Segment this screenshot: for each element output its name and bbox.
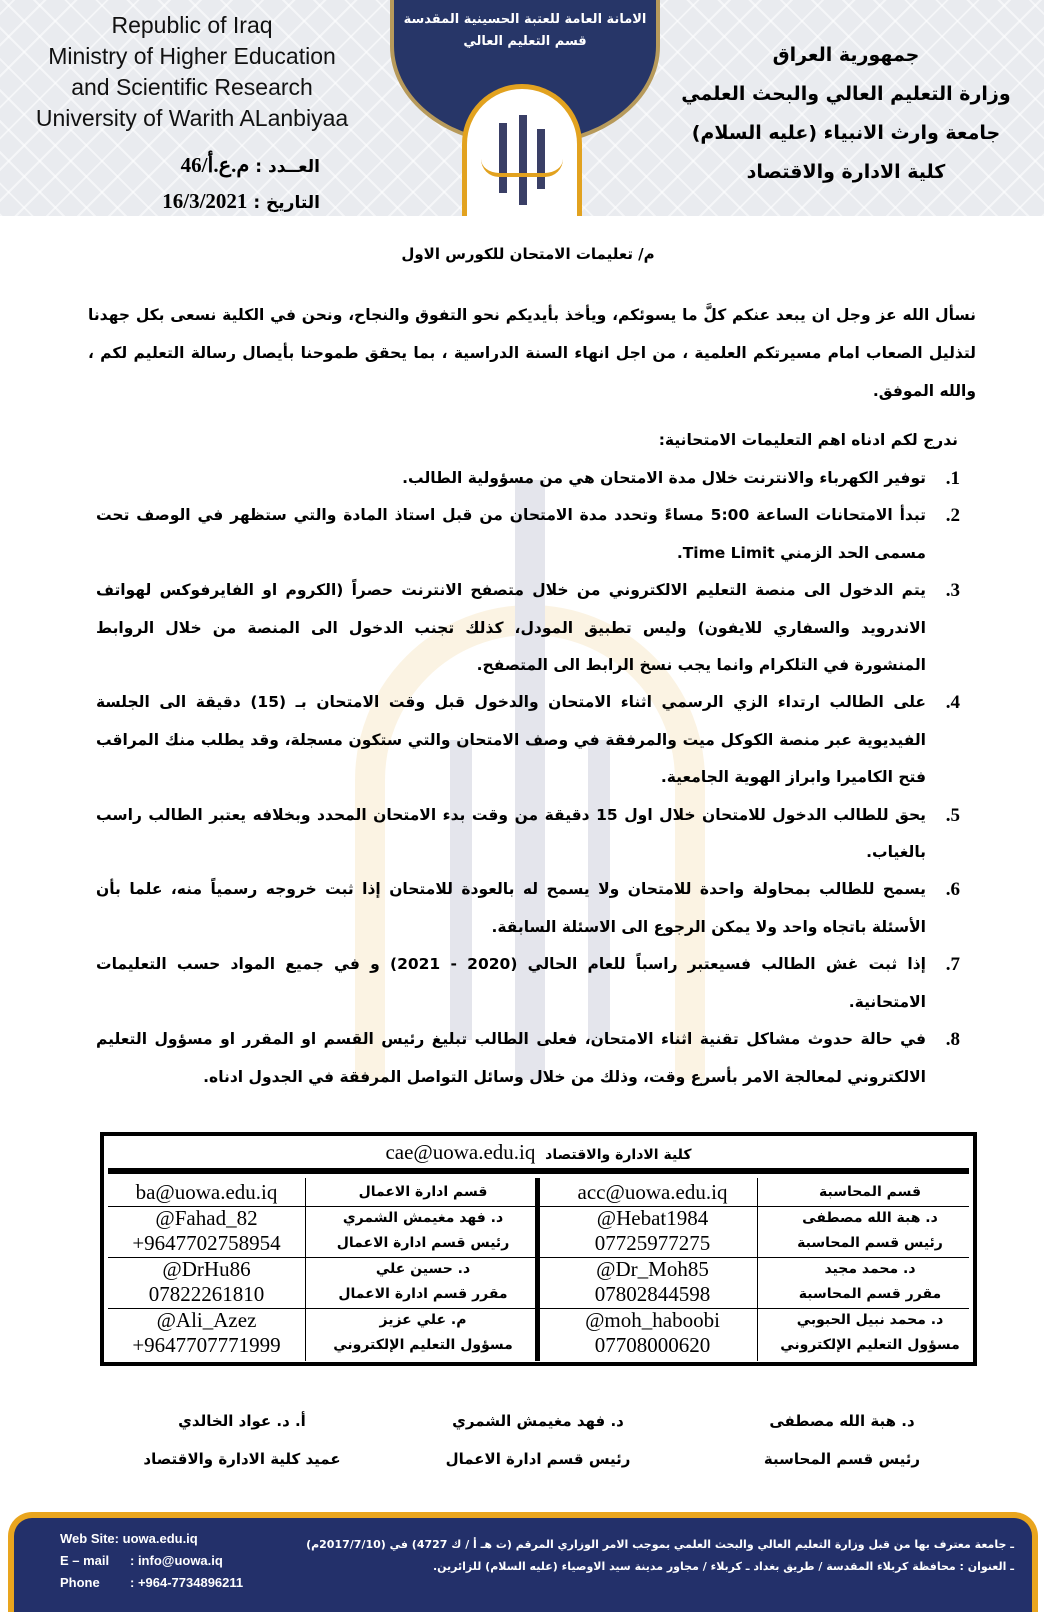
instructions-lead: ندرج لكم ادناه اهم التعليمات الامتحانية: [658,431,958,449]
ref-number: م.ع.أ/46 [180,153,250,177]
instruction-item [96,497,960,572]
intro-paragraph: نسأل الله عز وجل ان يبعد عنكم كلَّ ما يسوئكم، ويأخذ بأيديكم نحو التفوق والنجاح، ونحن في الكلية نسعى بكل جهدنا لتذليل الصعاب امام مسيرتكم العلمية ، من اجل انهاء السنة الدراسية ، بما يحقق طموحنا بأيصال رسالة التعليم لكم ، والله الموفق. [88,306,976,400]
table-cell [311,1257,540,1308]
arabic-letterhead [658,36,1034,192]
instructions-list [96,460,960,1096]
instruction-item [96,797,960,872]
college-email: cae@uowa.edu.iq [385,1139,536,1164]
signer-title: رئيس قسم المحاسبة [763,1449,921,1468]
table-cell [763,1257,977,1308]
item-text: في حالة حدوث مشاكل تقنية اثناء الامتحان، فعلى الطالب تبليغ رئيس القسم او المقرر او مسؤول التعليم الالكتروني لمعالجة الامر بأسرع وقت، وذلك من خلال وسائل التواصل المرفقة في الجدول ادناه. [96,1030,926,1086]
contact-phone: +9647702758954 [132,1230,281,1255]
contact-role: رئيس قسم المحاسبة [797,1234,943,1251]
instruction-item [96,460,960,497]
logo-shield-line: الامانة العامة للعتبة الحسينية المقدسة [403,12,647,27]
signer-name: د. فهد مغيمش الشمري [452,1411,624,1430]
instruction-item [96,1021,960,1096]
contact-handle: @Fahad_82 [155,1205,258,1230]
address-note: ـ العنوان : محافظة كربلاء المقدسة / طريق بغداد ـ كربلاء / مجاور مدينة سيد الاوصياء (عليه السلام) للزائرين. [432,1559,1014,1573]
english-letterhead [4,10,380,134]
instruction-item [96,684,960,796]
contact-role: مسؤول التعليم الإلكتروني [333,1336,513,1353]
table-row [108,1257,969,1309]
instruction-item [96,871,960,946]
item-number: 8. [945,1029,960,1051]
english-line: and Scientific Research [71,74,313,100]
signer-title: عميد كلية الادارة والاقتصاد [143,1449,341,1468]
contact-phone: 07725977275 [594,1230,711,1255]
table-cell [548,1178,758,1206]
table-row [108,1308,969,1361]
signer-name: د. هبة الله مصطفى [769,1411,915,1430]
english-line: Ministry of Higher Education [48,43,336,69]
table-cell [311,1206,540,1257]
arabic-line: كلية الادارة والاقتصاد [746,161,946,183]
contact-name: م. علي عزيز [379,1311,467,1328]
table-cell [548,1257,758,1308]
table-header-row [108,1178,969,1207]
table-cell [108,1257,306,1308]
university-logo [462,84,582,216]
footer-band [8,1512,1038,1612]
department-email: acc@uowa.edu.iq [577,1179,728,1204]
contact-phone: 07708000620 [594,1332,711,1357]
signer-title: رئيس قسم ادارة الاعمال [445,1449,631,1468]
letter-subject: م/ تعليمات الامتحان للكورس الاول [401,245,655,263]
table-row [108,1206,969,1258]
item-text: تبدأ الامتحانات الساعة 5:00 مساءً وتحدد مدة الامتحان من قبل استاذ المادة والتي ستظهر في الوصف تحت مسمى الحد الزمني Time Limit. [96,506,927,562]
item-number: 6. [945,879,960,901]
contact-phone: 07802844598 [594,1281,711,1306]
date-value: 16/3/2021 [162,189,248,213]
item-number: 7. [945,954,960,976]
instruction-item [96,946,960,1021]
table-cell [763,1206,977,1257]
table-cell [548,1308,758,1361]
website-link[interactable]: uowa.edu.iq [122,1530,198,1546]
table-cell [108,1178,306,1206]
item-text: يتم الدخول الى منصة التعليم الالكتروني من خلال متصفح الانترنت حصراً (الكروم او الفايرفوكس لهواتف الاندرويد والسفاري للايفون) وليس تطبيق المودل، كذلك تجنب الدخول الى المنصة من خلال الروابط المنشورة في التلكرام وانما يجب نسخ الرابط الى المتصفح. [96,581,926,675]
signature-block [707,1402,977,1478]
arabic-line: وزارة التعليم العالي والبحث العلمي [681,83,1011,105]
contact-name: د. هبة الله مصطفى [802,1209,938,1226]
item-number: 3. [945,580,960,602]
footer-contact [60,1528,243,1594]
item-number: 5. [945,804,960,826]
signature-block [403,1402,673,1478]
email-link[interactable]: : info@uowa.iq [130,1552,223,1568]
contact-handle: @Ali_Azez [156,1307,257,1332]
phone-label: Phone [60,1574,100,1590]
contact-handle: @moh_haboobi [585,1307,720,1332]
table-cell [548,1206,758,1257]
reference-block [100,148,320,220]
ref-label: العــدد : [255,157,320,177]
department-name: قسم ادارة الاعمال [358,1183,488,1200]
accreditation-note: ـ جامعة معترف بها من قبل وزارة التعليم العالي والبحث العلمي بموجب الامر الوزاري المرقم (ت هـ أ / ك 4727) في (2017/7/10م) [306,1537,1014,1551]
item-text: على الطالب ارتداء الزي الرسمي اثناء الامتحان والدخول قبل وقت الامتحان بـ (15) دقيقة الى الجلسة الفيديوية عبر منصة الكوكل ميت والمرفقة في وصف الامتحان والتي ستكون مسجلة، وقد يطلب منك المراقب فتح الكاميرا وابراز الهوية الجامعية. [96,693,926,787]
contact-role: رئيس قسم ادارة الاعمال [336,1234,510,1251]
english-line: Republic of Iraq [111,12,273,38]
signature-block [107,1402,377,1478]
signer-name: أ. د. عواد الخالدي [178,1411,306,1430]
table-cell [311,1308,540,1361]
contact-role: مسؤول التعليم الإلكتروني [780,1336,960,1353]
contacts-table [100,1132,977,1366]
phone-number: : +964-7734896211 [130,1574,244,1590]
contact-name: د. محمد نبيل الحبوبي [796,1311,944,1328]
footer [8,1482,1038,1612]
arabic-line: جامعة وارث الانبياء (عليه السلام) [691,122,1001,144]
contact-phone: +9647707771999 [132,1332,281,1357]
table-title-row [108,1136,969,1174]
logo-shield-line: قسم التعليم العالي [463,34,587,49]
item-text: يحق للطالب الدخول للامتحان خلال اول 15 دقيقة من وقت بدء الامتحان المحدد وبخلافه يعتبر الطالب راسب بالغياب. [96,805,926,862]
contact-handle: @DrHu86 [162,1256,251,1281]
table-cell [311,1178,540,1206]
contact-handle: @Dr_Moh85 [596,1256,709,1281]
signatures-row [0,1402,1044,1482]
item-text: توفير الكهرباء والانترنت خلال مدة الامتحان هي من مسؤولية الطالب. [402,469,926,487]
table-cell [763,1308,977,1361]
footer-note [267,1528,1014,1578]
contact-role: مقرر قسم ادارة الاعمال [338,1285,508,1302]
college-name: كلية الادارة والاقتصاد [545,1146,692,1163]
letterhead [0,0,1044,216]
arabic-line: جمهورية العراق [772,44,920,66]
item-text: إذا ثبت غش الطالب فسيعتبر راسباً للعام الحالي (2020 - 2021) و في جميع المواد حسب التعليمات الامتحانية. [96,955,926,1011]
department-name: قسم المحاسبة [818,1183,922,1200]
contact-name: د. محمد مجيد [824,1260,916,1277]
website-label: Web Site: [60,1530,119,1546]
item-number: 4. [945,692,960,714]
email-label: E – mail [60,1552,110,1568]
instruction-item [96,572,960,684]
date-label: التاريخ : [253,193,320,213]
item-text: يسمح للطالب بمحاولة واحدة للامتحان ولا يسمح له بالعودة للامتحان إذا ثبت خروجه رسمياً منه، علما بأن الأسئلة باتجاه واحد ولا يمكن الرجوع الى الاسئلة السابقة. [96,880,926,936]
contact-phone: 07822261810 [148,1281,265,1306]
table-cell [763,1178,977,1206]
contact-name: د. حسين علي [375,1260,471,1277]
item-number: 1. [945,468,960,489]
department-email: ba@uowa.edu.iq [135,1179,278,1204]
item-number: 2. [945,505,960,527]
letter-body [0,216,1044,1482]
table-cell [108,1206,306,1257]
contact-handle: @Hebat1984 [596,1205,709,1230]
table-cell [108,1308,306,1361]
contact-name: د. فهد مغيمش الشمري [342,1209,504,1226]
english-line: University of Warith ALanbiyaa [35,105,349,131]
contact-role: مقرر قسم المحاسبة [798,1285,942,1302]
